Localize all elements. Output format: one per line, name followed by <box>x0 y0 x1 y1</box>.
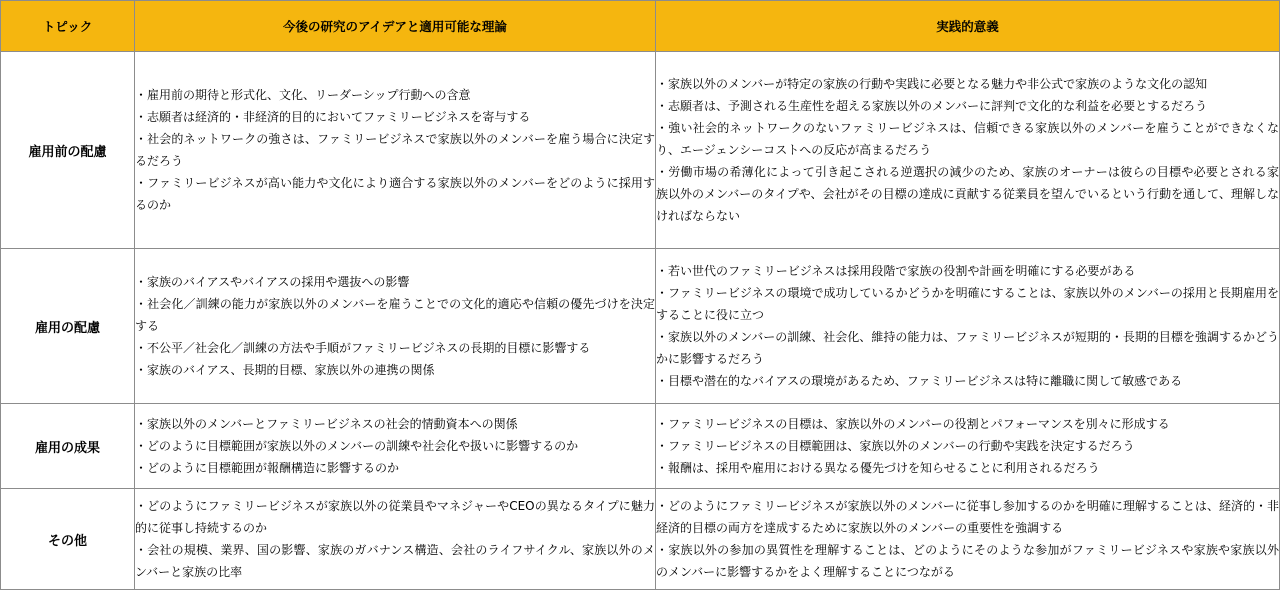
list-item: ・ どのようにファミリービジネスが家族以外のメンバーに従事し参加するのかを明確に理解することは、経済的・非経済的目標の両方を達成するために家族以外のメンバーの重要性を強調する <box>656 495 1279 539</box>
table-row <box>1 52 1280 249</box>
row-implications <box>656 489 1280 590</box>
list-item: ・ 若い世代のファミリービジネスは採用段階で家族の役割や計画を明確にする必要がある <box>656 260 1279 282</box>
row-implications <box>656 404 1280 489</box>
row-implications <box>656 249 1280 404</box>
row-topic: 雇用の配慮 <box>1 249 135 404</box>
list-item: ・ ファミリービジネスの目標は、家族以外のメンバーの役割とパフォーマンスを別々に形成する <box>656 413 1279 435</box>
row-ideas <box>135 404 656 489</box>
list-item: ・ 家族のバイアスやバイアスの採用や選抜への影響 <box>135 271 655 293</box>
list-item: ・ 強い社会的ネットワークのないファミリービジネスは、信頼できる家族以外のメンバーを雇うことができなくなり、エージェンシーコストへの反応が高まるだろう <box>656 117 1279 161</box>
list-item: ・ 労働市場の希薄化によって引き起こされる逆選択の減少のため、家族のオーナーは彼らの目標や必要とされる家族以外のメンバーのタイプや、会社がその目標の達成に貢献する従業員を望んでいるという行動を通して、理解しなければならない <box>656 161 1279 227</box>
row-ideas <box>135 249 656 404</box>
row-topic: 雇用前の配慮 <box>1 52 135 249</box>
list-item: ・ ファミリービジネスの目標範囲は、家族以外のメンバーの行動や実践を決定するだろう <box>656 435 1279 457</box>
row-implications <box>656 52 1280 249</box>
row-topic: 雇用の成果 <box>1 404 135 489</box>
list-item: ・ 志願者は経済的・非経済的目的においてファミリービジネスを寄与する <box>135 106 655 128</box>
list-item: ・ 家族以外の参加の異質性を理解することは、どのようにそのような参加がファミリービジネスや家族や家族以外のメンバーに影響するかをよく理解することにつながる <box>656 539 1279 583</box>
list-item: ・ ファミリービジネスが高い能力や文化により適合する家族以外のメンバーをどのように採用するのか <box>135 172 655 216</box>
list-item: ・ 家族以外のメンバーとファミリービジネスの社会的情動資本への関係 <box>135 413 655 435</box>
list-item: ・ どのようにファミリービジネスが家族以外の従業員やマネジャーやCEOの異なるタイプに魅力的に従事し持続するのか <box>135 495 655 539</box>
header-ideas: 今後の研究のアイデアと適用可能な理論 <box>135 1 656 52</box>
list-item: ・ ファミリービジネスの環境で成功しているかどうかを明確にすることは、家族以外のメンバーの採用と長期雇用をすることに役に立つ <box>656 282 1279 326</box>
list-item: ・ 家族のバイアス、長期的目標、家族以外の連携の関係 <box>135 359 655 381</box>
header-row <box>1 1 1280 52</box>
header-implications: 実践的意義 <box>656 1 1280 52</box>
list-item: ・ どのように目標範囲が報酬構造に影響するのか <box>135 457 655 479</box>
header-topic: トピック <box>1 1 135 52</box>
list-item: ・ 社会的ネットワークの強さは、ファミリービジネスで家族以外のメンバーを雇う場合に決定するだろう <box>135 128 655 172</box>
table-row <box>1 489 1280 590</box>
list-item: ・ どのように目標範囲が家族以外のメンバーの訓練や社会化や扱いに影響するのか <box>135 435 655 457</box>
list-item: ・ 会社の規模、業界、国の影響、家族のガバナンス構造、会社のライフサイクル、家族以外のメンバーと家族の比率 <box>135 539 655 583</box>
list-item: ・ 目標や潜在的なバイアスの環境があるため、ファミリービジネスは特に離職に関して敏感である <box>656 370 1279 392</box>
list-item: ・ 家族以外のメンバーの訓練、社会化、維持の能力は、ファミリービジネスが短期的・長期的目標を強調するかどうかに影響するだろう <box>656 326 1279 370</box>
list-item: ・ 社会化／訓練の能力が家族以外のメンバーを雇うことでの文化的適応や信頼の優先づけを決定する <box>135 293 655 337</box>
list-item: ・ 家族以外のメンバーが特定の家族の行動や実践に必要となる魅力や非公式で家族のような文化の認知 <box>656 73 1279 95</box>
row-ideas <box>135 52 656 249</box>
list-item: ・ 報酬は、採用や雇用における異なる優先づけを知らせることに利用されるだろう <box>656 457 1279 479</box>
list-item: ・ 不公平／社会化／訓練の方法や手順がファミリービジネスの長期的目標に影響する <box>135 337 655 359</box>
list-item: ・ 雇用前の期待と形式化、文化、リーダーシップ行動への含意 <box>135 84 655 106</box>
table-row <box>1 404 1280 489</box>
row-ideas <box>135 489 656 590</box>
row-topic: その他 <box>1 489 135 590</box>
list-item: ・ 志願者は、予測される生産性を超える家族以外のメンバーに評判で文化的な利益を必要とするだろう <box>656 95 1279 117</box>
table-row <box>1 249 1280 404</box>
